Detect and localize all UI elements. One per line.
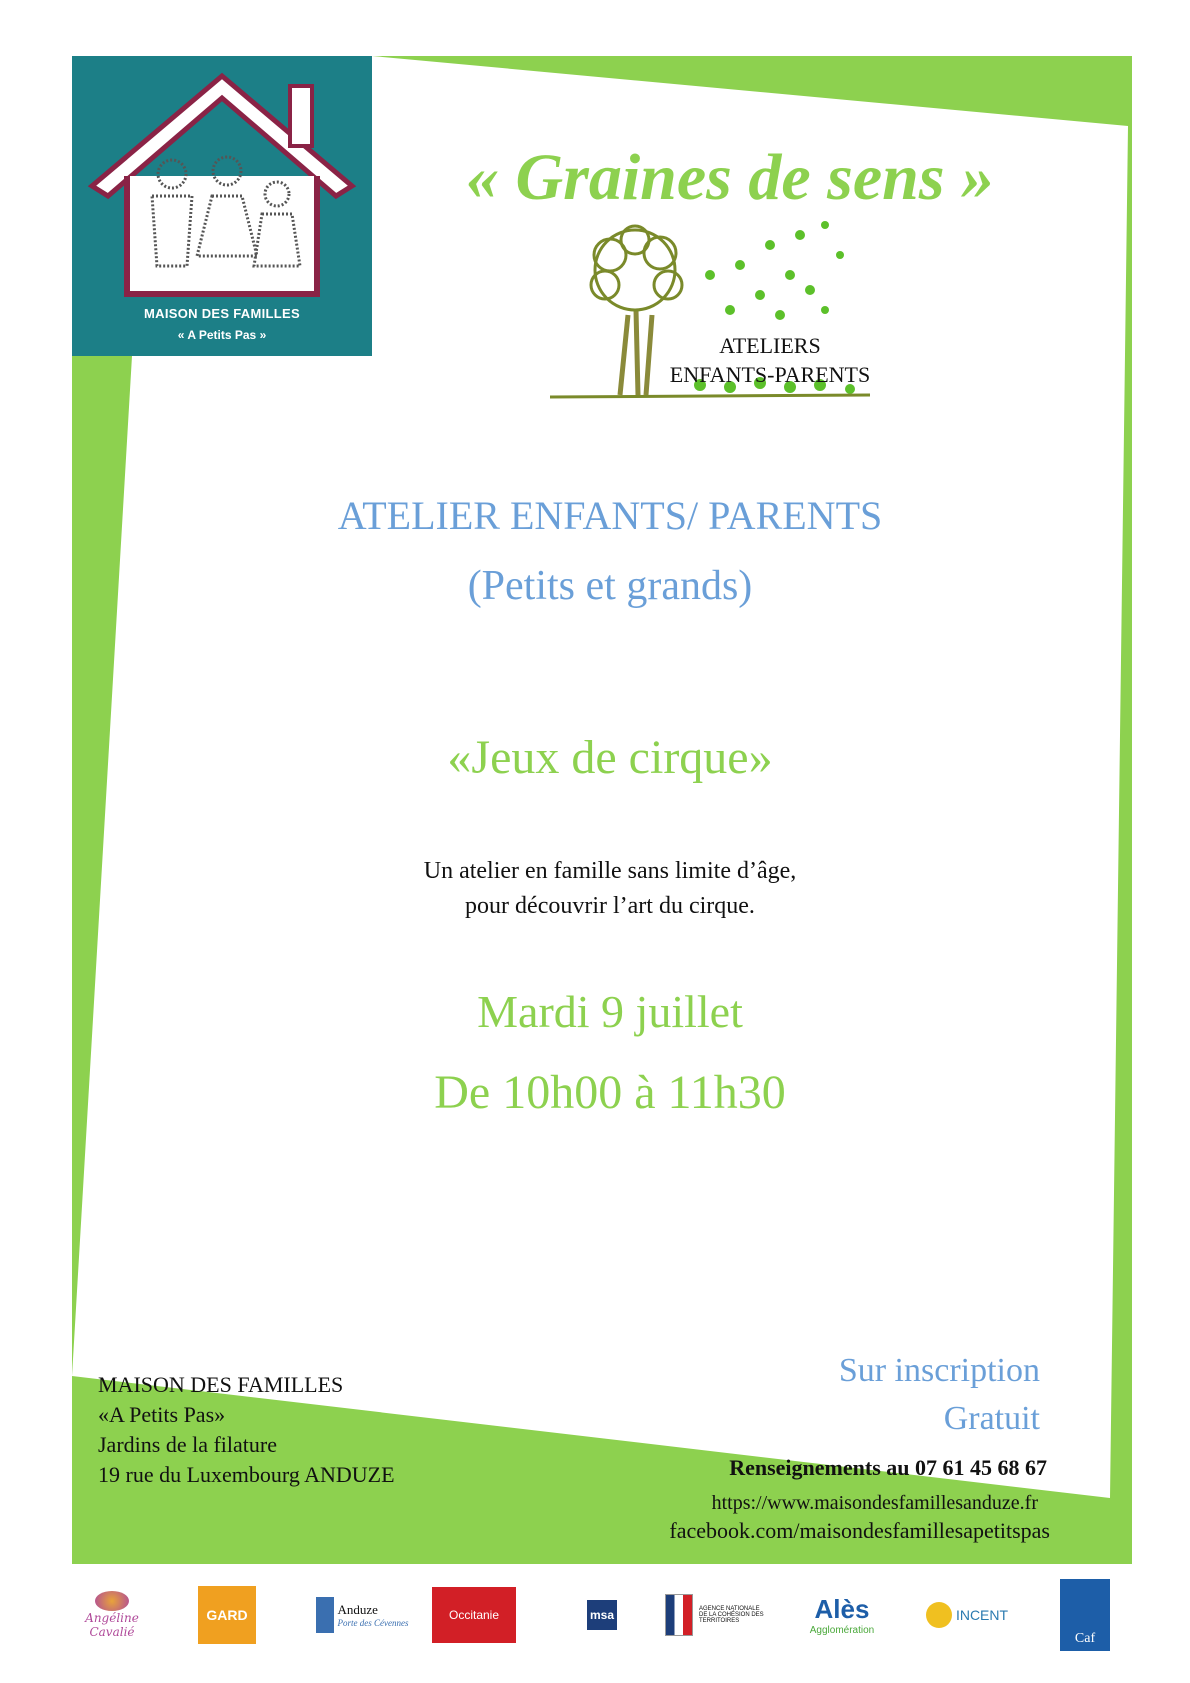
tree-label-2: ENFANTS-PARENTS <box>669 362 871 387</box>
address-line-2: «A Petits Pas» <box>98 1402 226 1427</box>
logo-subtitle: « A Petits Pas » <box>177 328 267 342</box>
msa-logo: msa <box>562 1570 642 1660</box>
registration-text: Sur inscription <box>838 1352 1040 1389</box>
event-time: De 10h00 à 11h30 <box>434 1066 786 1119</box>
angeline-cavalie-logo: Angéline Cavalié <box>72 1570 152 1660</box>
page-title: « Graines de sens » <box>465 141 995 214</box>
anct-logo: AGENCE NATIONALE DE LA COHÉSION DES TERRITOIRES <box>662 1570 772 1660</box>
price-text: Gratuit <box>943 1400 1040 1437</box>
occitanie-logo: Occitanie <box>432 1570 516 1660</box>
address-block <box>98 1370 395 1490</box>
event-description-2: pour découvrir l’art du cirque. <box>465 893 755 919</box>
gard-logo: GARD <box>197 1570 257 1660</box>
anduze-logo: Anduze Porte des Cévennes <box>312 1570 412 1660</box>
event-subheading: (Petits et grands) <box>467 563 753 609</box>
event-heading: ATELIER ENFANTS/ PARENTS <box>337 493 883 538</box>
event-name: «Jeux de cirque» <box>447 731 773 784</box>
event-date: Mardi 9 juillet <box>477 986 743 1037</box>
address-line-4: 19 rue du Luxembourg ANDUZE <box>98 1462 395 1487</box>
address-line-3: Jardins de la filature <box>98 1432 277 1457</box>
facebook-link[interactable]: facebook.com/maisondesfamillesapetitspas <box>669 1518 1050 1543</box>
ales-agglomeration-logo: Alès Agglomération <box>809 1594 875 1636</box>
tree-label-1: ATELIERS <box>719 333 821 358</box>
maison-des-familles-logo <box>72 56 372 356</box>
address-line-1: MAISON DES FAMILLES <box>98 1372 344 1397</box>
logo-title: MAISON DES FAMILLES <box>144 306 300 321</box>
caf-logo: Caf <box>1057 1570 1113 1660</box>
house-family-icon <box>72 56 372 306</box>
website-link[interactable]: https://www.maisondesfamillesanduze.fr <box>711 1492 1038 1514</box>
event-description-1: Un atelier en famille sans limite d’âge, <box>423 858 797 884</box>
contact-text: Renseignements au 07 61 45 68 67 <box>729 1455 1047 1480</box>
sponsor-logos <box>72 1570 1132 1670</box>
samuel-vincent-logo: INCENT <box>922 1570 1012 1660</box>
